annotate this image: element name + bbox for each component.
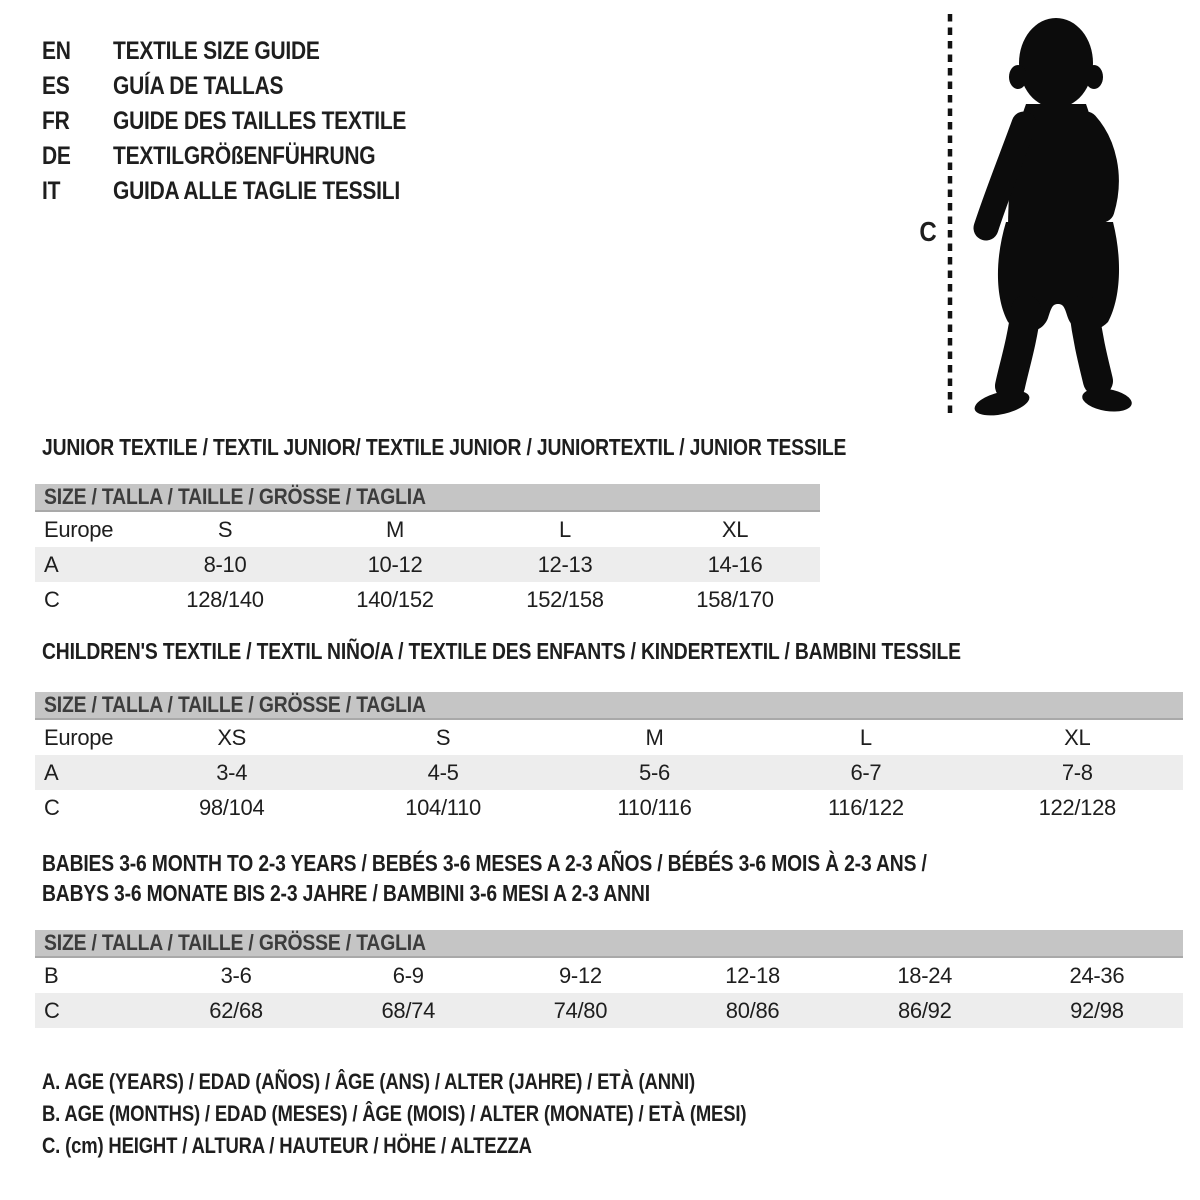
size-header-bar xyxy=(35,484,820,512)
language-code: FR xyxy=(42,107,70,135)
table-cell: XL xyxy=(1064,724,1091,750)
table-cell: 98/104 xyxy=(198,794,265,820)
language-code: EN xyxy=(42,37,71,65)
babies-size-table xyxy=(35,930,1183,1028)
size-header-label: SIZE / TALLA / TAILLE / GRÖSSE / TAGLIA xyxy=(44,484,426,509)
legend-line-a: A. AGE (YEARS) / EDAD (AÑOS) / ÂGE (ANS) / ALTER (JAHRE) / ETÀ (ANNI) xyxy=(42,1069,696,1094)
section-title: JUNIOR TEXTILE / TEXTIL JUNIOR/ TEXTILE JUNIOR / JUNIORTEXTIL / JUNIOR TESSILE xyxy=(42,434,847,460)
language-row xyxy=(42,174,462,209)
table-row xyxy=(35,755,1183,790)
table-cell: 24-36 xyxy=(1069,962,1125,988)
table-cell: 122/128 xyxy=(1038,794,1116,820)
table-cell: 3-6 xyxy=(220,962,252,988)
table-cell: 6-9 xyxy=(392,962,424,988)
table-row xyxy=(35,958,1183,993)
language-code: IT xyxy=(42,177,61,205)
section-title: BABIES 3-6 MONTH TO 2-3 YEARS / BEBÉS 3-6 MESES A 2-3 AÑOS / BÉBÉS 3-6 MOIS À 2-3 ANS / BABYS 3-6 MONATE BIS 2-3 JAHRE / BAMBINI 3-6 MESI A 2-3 ANNI xyxy=(42,850,927,906)
section-babies-textile xyxy=(35,848,1183,1028)
language-row xyxy=(42,104,462,139)
language-list xyxy=(42,34,462,209)
table-cell: S xyxy=(435,724,451,750)
silhouette-head xyxy=(1019,18,1093,108)
row-label: Europe xyxy=(44,724,114,750)
table-row xyxy=(35,993,1183,1028)
table-row xyxy=(35,512,820,547)
row-label: C xyxy=(44,997,60,1023)
table-cell: 4-5 xyxy=(427,759,459,785)
table-cell: 116/122 xyxy=(827,794,904,820)
table-cell: 9-12 xyxy=(558,962,602,988)
table-row xyxy=(35,582,820,617)
size-header-label: SIZE / TALLA / TAILLE / GRÖSSE / TAGLIA xyxy=(44,930,426,955)
table-cell: L xyxy=(559,516,571,542)
silhouette-right-leg xyxy=(1084,310,1098,381)
table-cell: 92/98 xyxy=(1070,997,1124,1023)
table-cell: XL xyxy=(721,516,749,542)
height-dashed-line xyxy=(946,14,954,417)
table-cell: 12-13 xyxy=(537,551,593,577)
table-cell: 10-12 xyxy=(367,551,423,577)
language-row xyxy=(42,139,462,174)
table-cell: 8-10 xyxy=(203,551,247,577)
table-cell: 86/92 xyxy=(897,997,952,1023)
table-cell: 104/110 xyxy=(405,794,481,820)
table-cell: M xyxy=(385,516,405,542)
table-row xyxy=(35,790,1183,825)
toddler-silhouette-image xyxy=(962,12,1142,418)
table-cell: 128/140 xyxy=(186,586,264,612)
row-label: A xyxy=(44,551,59,577)
children-size-table xyxy=(35,692,1183,825)
table-row xyxy=(35,547,820,582)
language-title: GUIDA ALLE TAGLIE TESSILI xyxy=(113,177,400,205)
language-row xyxy=(42,34,462,69)
language-title: GUÍA DE TALLAS xyxy=(113,72,284,100)
height-label: C xyxy=(919,216,937,247)
language-title: GUIDE DES TAILLES TEXTILE xyxy=(113,107,407,135)
table-cell: 140/152 xyxy=(356,586,434,612)
table-cell: 110/116 xyxy=(617,794,692,820)
table-cell: 80/86 xyxy=(725,997,780,1023)
table-cell: 3-4 xyxy=(216,759,248,785)
section-junior-textile xyxy=(35,434,847,617)
table-cell: XS xyxy=(217,724,247,750)
table-cell: 14-16 xyxy=(707,551,763,577)
row-label: B xyxy=(44,962,59,988)
language-code: DE xyxy=(42,142,71,170)
legend-line-c: C. (cm) HEIGHT / ALTURA / HAUTEUR / HÖHE / ALTEZZA xyxy=(42,1133,532,1158)
table-cell: 152/158 xyxy=(526,586,604,612)
table-cell: 12-18 xyxy=(725,962,780,988)
size-header-label: SIZE / TALLA / TAILLE / GRÖSSE / TAGLIA xyxy=(44,692,426,717)
section-title: CHILDREN'S TEXTILE / TEXTIL NIÑO/A / TEXTILE DES ENFANTS / KINDERTEXTIL / BAMBINI TESSILE xyxy=(42,638,961,664)
language-title: TEXTILE SIZE GUIDE xyxy=(113,37,320,65)
row-label: Europe xyxy=(44,516,114,542)
table-cell: L xyxy=(859,724,872,750)
row-label: A xyxy=(44,759,59,785)
silhouette-left-leg xyxy=(1010,310,1026,386)
language-code: ES xyxy=(42,72,70,100)
table-cell: 5-6 xyxy=(639,759,670,785)
size-header-bar xyxy=(35,930,1183,958)
junior-size-table xyxy=(35,484,820,617)
row-label: C xyxy=(44,586,60,612)
language-row xyxy=(42,69,462,104)
table-cell: 7-8 xyxy=(1061,759,1093,785)
size-header-bar xyxy=(35,692,1183,720)
table-cell: M xyxy=(645,724,664,750)
table-cell: 158/170 xyxy=(696,586,774,612)
legend xyxy=(42,1066,880,1162)
language-title: TEXTILGRÖßENFÜHRUNG xyxy=(113,142,376,170)
table-row xyxy=(35,720,1183,755)
legend-line-b: B. AGE (MONTHS) / EDAD (MESES) / ÂGE (MOIS) / ALTER (MONATE) / ETÀ (MESI) xyxy=(42,1101,747,1126)
table-cell: 6-7 xyxy=(850,759,882,785)
table-cell: 74/80 xyxy=(553,997,608,1023)
table-cell: 18-24 xyxy=(897,962,953,988)
table-cell: 62/68 xyxy=(209,997,263,1023)
table-cell: S xyxy=(217,516,233,542)
table-cell: 68/74 xyxy=(381,997,436,1023)
row-label: C xyxy=(44,794,60,820)
section-children-textile xyxy=(35,638,1183,825)
